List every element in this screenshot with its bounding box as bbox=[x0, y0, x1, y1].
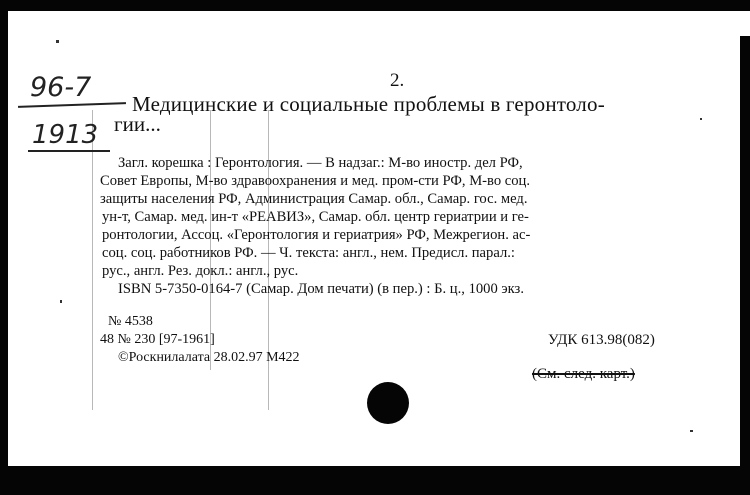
card-number: 2. bbox=[390, 70, 405, 91]
continuation-note: (См. след. карт.) bbox=[532, 366, 635, 382]
scan-artifact-line bbox=[92, 110, 93, 410]
description-line: защиты населения РФ, Администрация Самар. обл., Самар. гос. мед. bbox=[100, 191, 528, 207]
scan-speck bbox=[690, 430, 693, 432]
description-line: соц. соц. работников РФ. — Ч. текста: англ., нем. Предисл. парал.: bbox=[102, 245, 515, 261]
description-line: рус., англ. Рез. докл.: англ., рус. bbox=[102, 263, 299, 279]
description-line: Загл. корешка : Геронтология. — В надзаг.: М-во иностр. дел РФ, bbox=[118, 155, 523, 171]
scan-border-left bbox=[0, 0, 8, 495]
catalog-number: № 4538 bbox=[108, 314, 153, 329]
scan-border-bottom bbox=[0, 466, 750, 495]
scan-border-right bbox=[740, 36, 750, 466]
description-line: ун-т, Самар. мед. ин-т «РЕАВИЗ», Самар. обл. центр гериатрии и ге- bbox=[102, 209, 529, 225]
handwritten-shelf-mark: 96-7 bbox=[30, 72, 92, 103]
punch-hole bbox=[367, 382, 409, 424]
description-line: ронтологии, Ассоц. «Геронтология и гериатрия» РФ, Межрегион. ас- bbox=[102, 227, 531, 243]
scan-speck bbox=[60, 300, 62, 303]
udk-code: УДК 613.98(082) bbox=[548, 332, 655, 348]
book-chamber-stamp: ©Роскнилалата 28.02.97 М422 bbox=[118, 350, 300, 365]
scan-speck bbox=[56, 40, 59, 43]
handwritten-shelf-number: 1913 bbox=[32, 120, 99, 150]
title-line-1: Медицинские и социальные проблемы в геронтоло- bbox=[132, 92, 605, 116]
handwritten-rule bbox=[28, 150, 110, 152]
title-line-2: гии... bbox=[114, 112, 161, 136]
record-line: 48 № 230 [97-1961] bbox=[100, 332, 215, 347]
scan-border-top bbox=[0, 0, 750, 11]
isbn-line: ISBN 5-7350-0164-7 (Самар. Дом печати) (в пер.) : Б. ц., 1000 экз. bbox=[118, 281, 524, 297]
description-line: Совет Европы, М-во здравоохранения и мед. пром-сти РФ, М-во соц. bbox=[100, 173, 531, 189]
scan-speck bbox=[700, 118, 702, 120]
